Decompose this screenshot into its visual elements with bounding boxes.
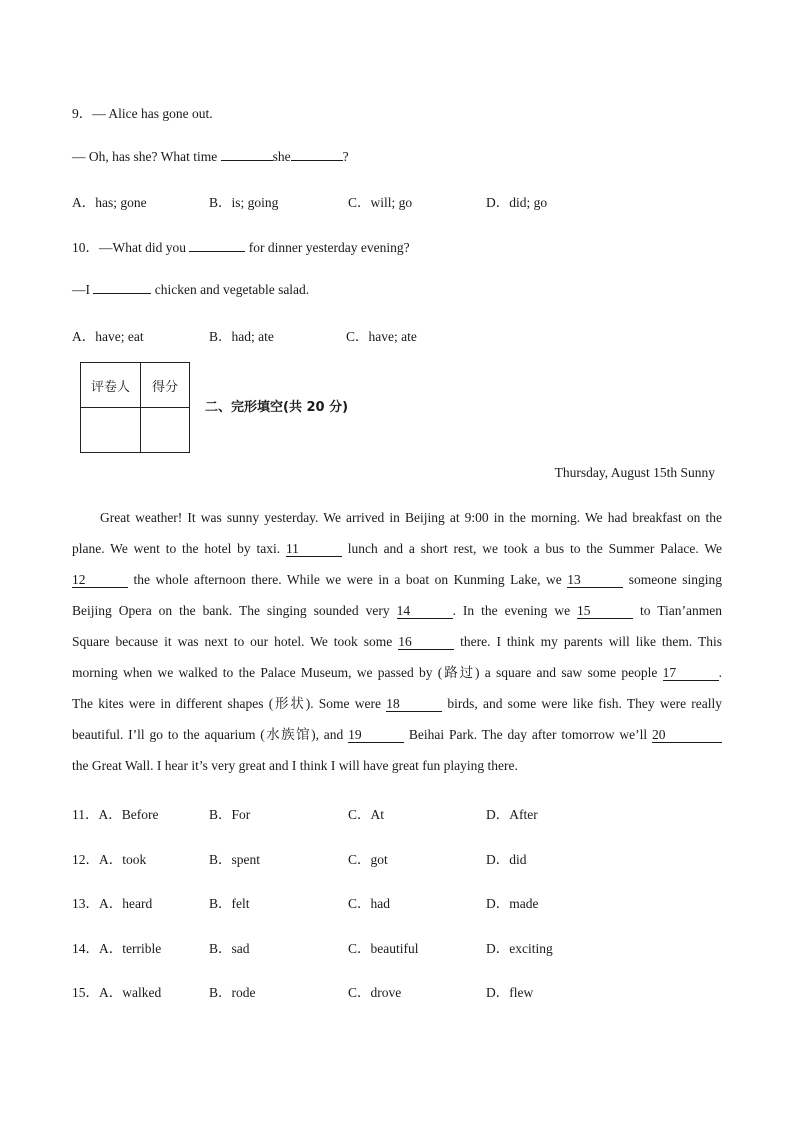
passage-line [72, 564, 722, 595]
q10-reply-part-a: —I [72, 282, 94, 297]
q9-reply-part-a: — Oh, has she? What time [72, 149, 221, 164]
q10-blank-1 [189, 238, 245, 252]
q12-option-a: 12．A．took [72, 851, 147, 867]
passage-text: there. I think my parents will like them. This [454, 634, 722, 649]
q13-option-b: B．felt [209, 896, 250, 911]
passage-line [72, 533, 722, 564]
passage-line [72, 719, 722, 750]
q10-stem [72, 236, 410, 256]
q11-option-b: B．For [209, 807, 251, 822]
passage-text: Beihai Park. The day after tomorrow we’ll [404, 727, 652, 742]
passage-text: lunch and a short rest, we took a bus to the Summer Palace. We [341, 541, 722, 556]
passage-text: The kites were in different shapes (形状). Some were [72, 696, 387, 711]
q9-reply [72, 147, 349, 165]
blank-14: 14 [397, 604, 453, 619]
q10-option-c: C．have; ate [346, 329, 417, 344]
blank-20: 20 [652, 728, 722, 743]
q9-reply-part-b: she [272, 149, 291, 164]
passage-text: beautiful. I’ll go to the aquarium (水族馆), and [72, 727, 349, 742]
q14-option-b: B．sad [209, 940, 250, 956]
passage-line [72, 626, 722, 657]
passage-date: Thursday, August 15th Sunny [554, 465, 715, 480]
q10-reply [72, 280, 309, 298]
blank-17: 17 [663, 666, 719, 681]
q9-option-c: C．will; go [348, 195, 413, 210]
passage-text: Great weather! It was sunny yesterday. We arrived in Beijing at 9:00 in the morning. We had breakfast on the [100, 510, 722, 525]
passage-text: to Tian’anmen [633, 603, 722, 618]
reviewer-cell [81, 408, 141, 453]
q10-reply-part-b: chicken and vegetable salad. [151, 282, 310, 297]
q14-option-a: 14．A．terrible [72, 940, 162, 956]
passage-text: plane. We went to the hotel by taxi. [72, 541, 286, 556]
blank-11: 11 [286, 542, 342, 557]
q15-option-d: D．flew [486, 985, 534, 1000]
passage-line [72, 595, 722, 626]
passage-text: birds, and some were like fish. They were really [442, 696, 722, 711]
q9-blank-2 [291, 147, 343, 161]
passage-line [72, 750, 722, 781]
q14-option-c: C．beautiful [348, 940, 419, 956]
q9-reply-part-c: ? [342, 149, 349, 164]
score-label: 得分 [141, 363, 190, 408]
q9-option-d: D．did; go [486, 195, 548, 210]
blank-18: 18 [386, 697, 442, 712]
passage-text: someone singing [623, 572, 722, 587]
blank-13: 13 [567, 573, 623, 588]
q9-option-a: A．has; gone [72, 195, 147, 210]
blank-15: 15 [577, 604, 633, 619]
q9-option-b: B．is; going [209, 195, 279, 210]
blank-16: 16 [398, 635, 454, 650]
q13-option-d: D．made [486, 896, 539, 911]
passage-line [72, 502, 722, 533]
q13-option-a: 13．A．heard [72, 896, 153, 911]
q9-blank-1 [221, 147, 273, 161]
q12-option-c: C．got [348, 851, 388, 867]
q15-option-b: B．rode [209, 985, 256, 1000]
passage-text: Beijing Opera on the bank. The singing sounded very [72, 603, 397, 618]
passage-text: morning when we walked to the Palace Museum, we passed by (路过) a square and saw some people [72, 665, 663, 680]
passage-text: the Great Wall. I hear it’s very great and I think I will have great fun playing there. [72, 758, 518, 773]
q13-option-c: C．had [348, 896, 390, 911]
passage-line [72, 657, 722, 688]
passage-text: the whole afternoon there. While we were in a boat on Kunming Lake, we [128, 572, 568, 587]
reviewer-label: 评卷人 [81, 363, 141, 408]
q10-stem-part-a: 10．—What did you [72, 240, 190, 255]
passage-text: . In the evening we [452, 603, 578, 618]
q10-option-b: B．had; ate [209, 329, 274, 344]
q12-option-d: D．did [486, 851, 527, 867]
score-cell [141, 408, 190, 453]
blank-19: 19 [348, 728, 404, 743]
grader-score-box [80, 362, 190, 453]
q10-stem-part-b: for dinner yesterday evening? [245, 240, 410, 255]
q15-option-a: 15．A．walked [72, 985, 162, 1000]
passage-text: . [718, 665, 722, 680]
q12-option-b: B．spent [209, 851, 261, 867]
q11-option-d: D．After [486, 807, 538, 822]
q11-option-a: 11．A．Before [72, 807, 159, 822]
q14-option-d: D．exciting [486, 940, 553, 956]
q10-blank-2 [93, 280, 151, 294]
cloze-passage [72, 502, 722, 781]
section-title: 二、完形填空(共 20 分) [205, 400, 349, 415]
q11-option-c: C．At [348, 807, 385, 822]
q10-option-a: A．have; eat [72, 329, 144, 344]
q15-option-c: C．drove [348, 985, 402, 1000]
passage-text: Square because it was next to our hotel. We took some [72, 634, 399, 649]
blank-12: 12 [72, 573, 128, 588]
passage-line [72, 688, 722, 719]
q9-stem: 9．— Alice has gone out. [72, 106, 213, 121]
